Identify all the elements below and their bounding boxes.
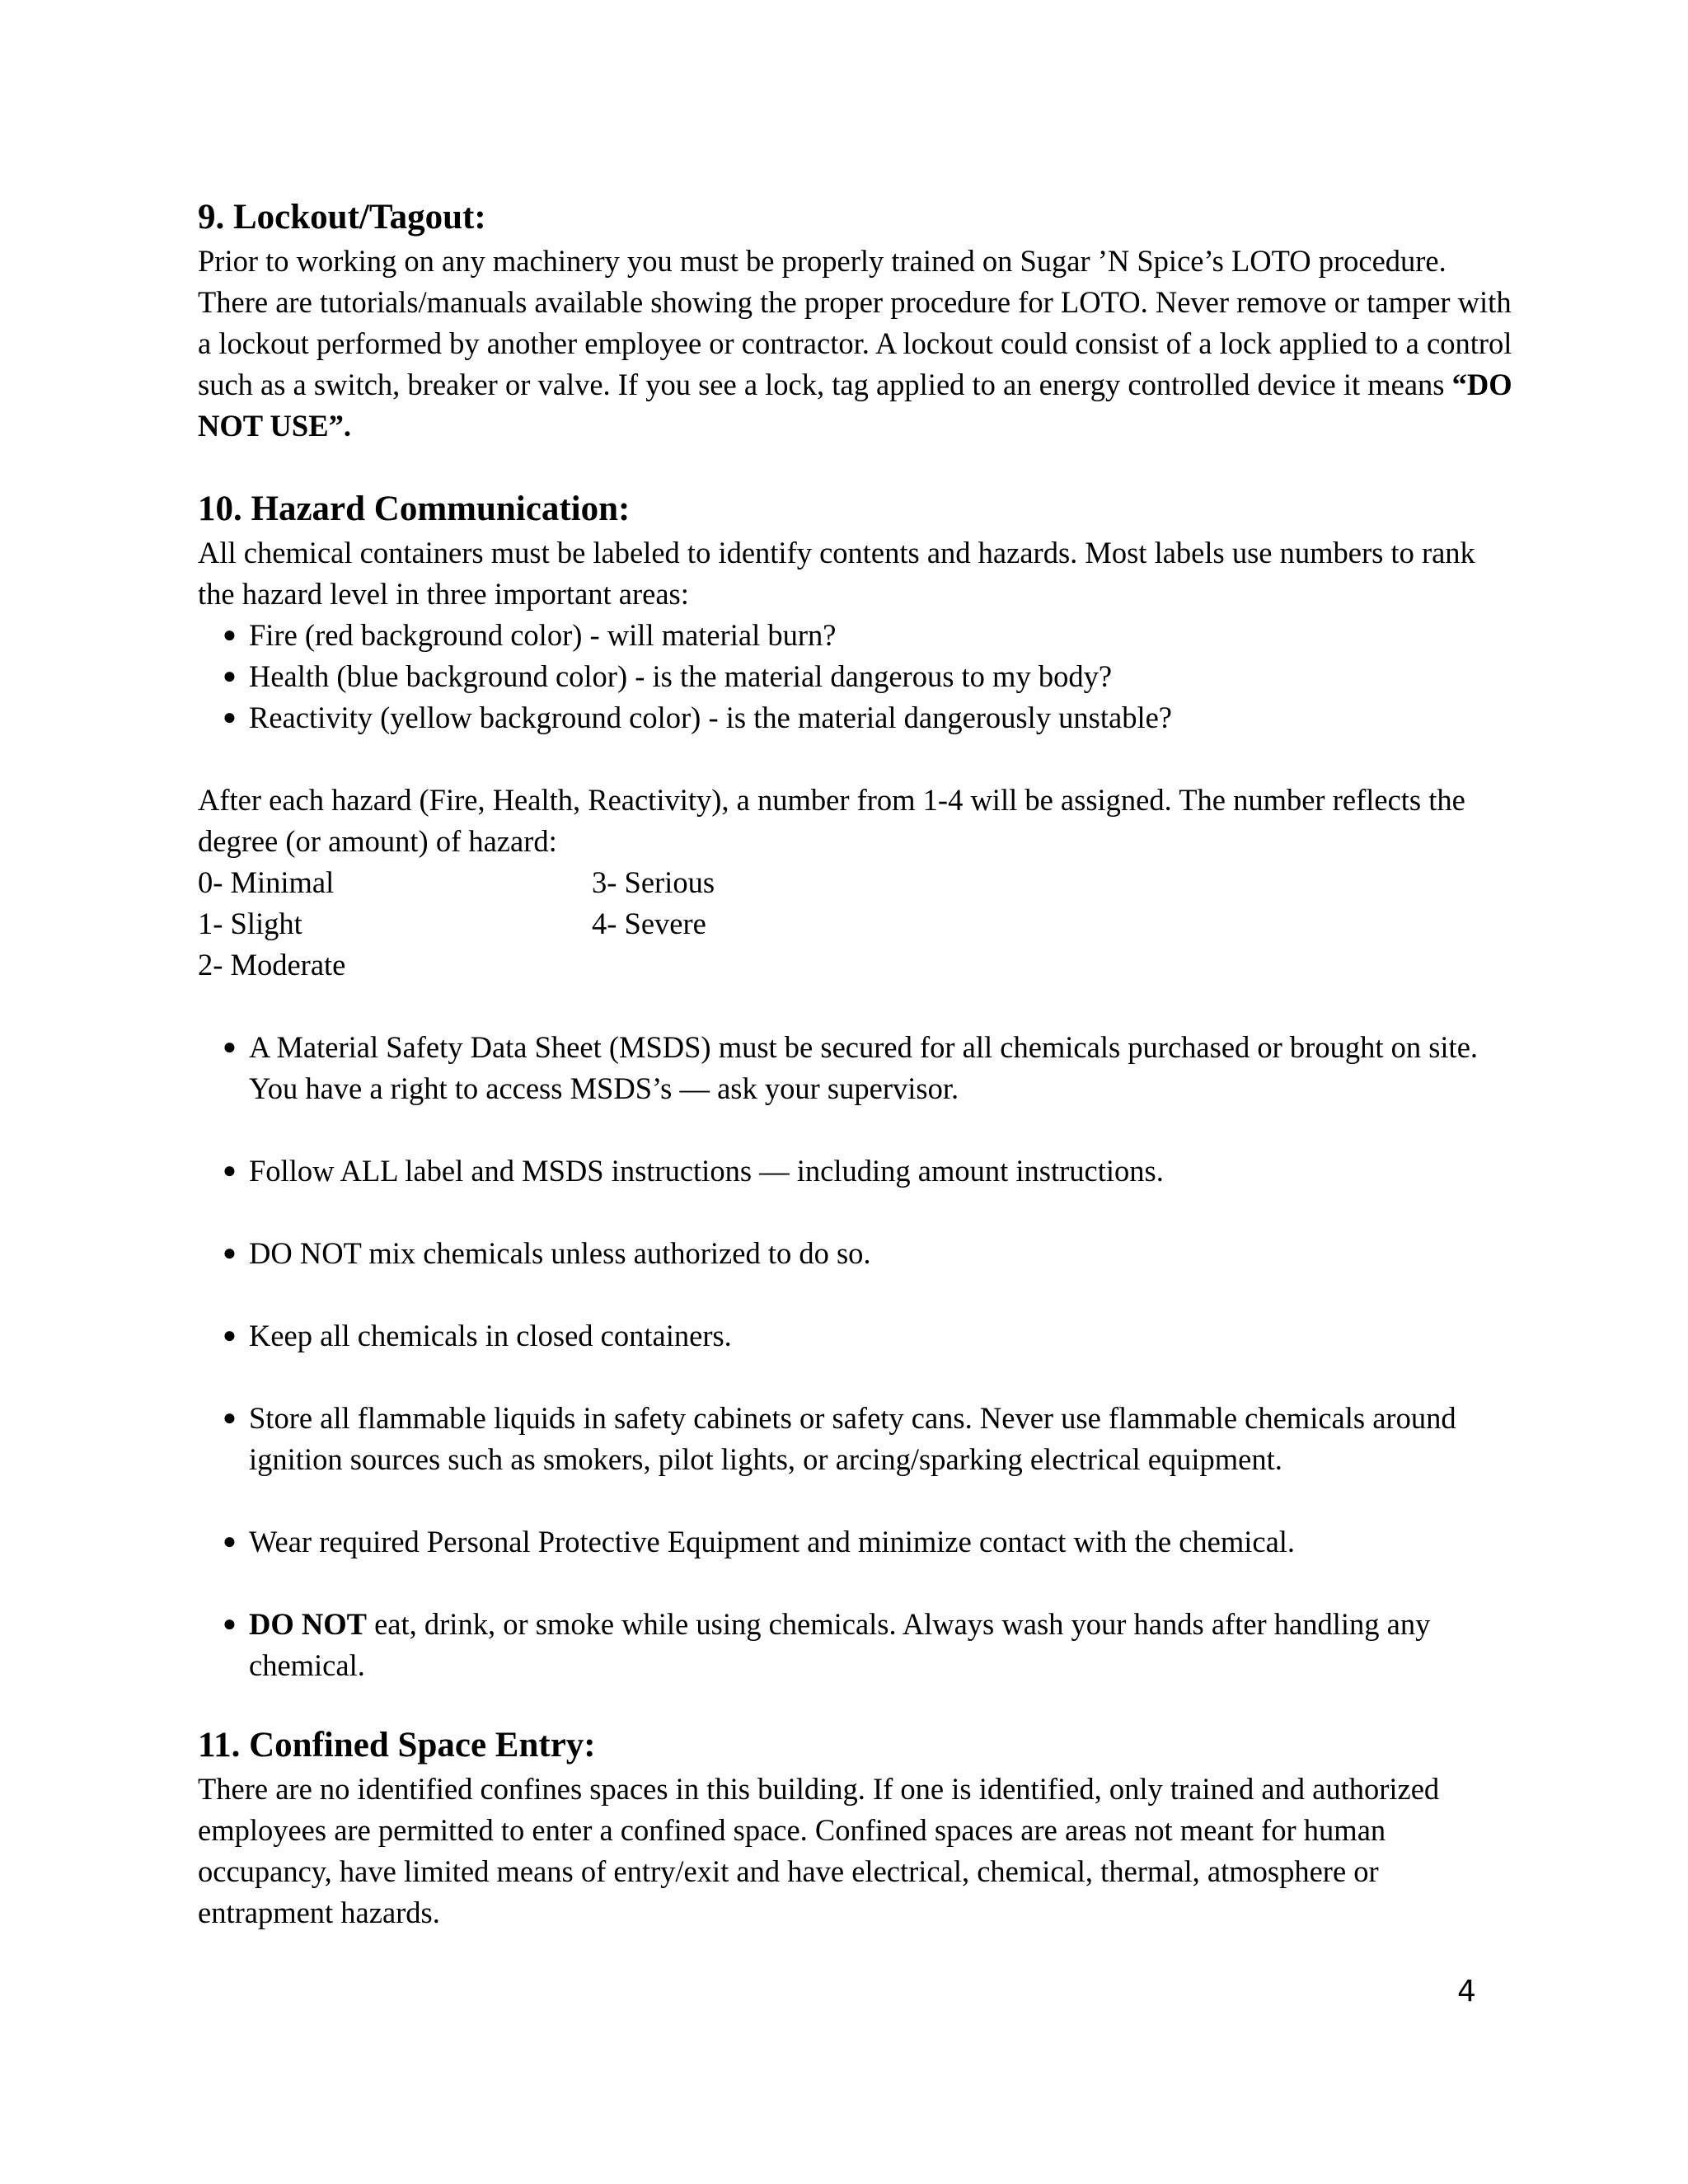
confined-space-paragraph: There are no identified confines spaces in this building. If one is identified, only trained and authorized employees are permitted to enter a confined space. Confined spaces are areas not meant for human occupancy, have limited means of entry/exit and have electrical, chemical, thermal, atmosphere or entrapment hazards. bbox=[198, 1772, 1440, 1929]
hazard-communication-heading: 10. Hazard Communication: bbox=[198, 490, 631, 528]
chemical-rules-list bbox=[198, 1027, 1517, 1686]
lockout-tagout-paragraph bbox=[198, 241, 1517, 447]
hazard-area-fire: Fire (red background color) - will material burn? bbox=[249, 618, 837, 652]
list-item bbox=[198, 1233, 1517, 1274]
spacer bbox=[198, 1686, 1517, 1722]
hazard-area-reactivity: Reactivity (yellow background color) - is the material dangerously unstable? bbox=[249, 701, 1172, 734]
list-item bbox=[198, 615, 1517, 656]
list-item bbox=[198, 1521, 1517, 1563]
rule-ppe: Wear required Personal Protective Equipment and minimize contact with the chemical. bbox=[249, 1525, 1296, 1558]
document-page bbox=[198, 194, 1517, 1933]
scale-severe: 4- Severe bbox=[592, 907, 706, 940]
spacer bbox=[198, 986, 1517, 1027]
spacer bbox=[198, 738, 1517, 780]
do-not-use-emphasis: “DO NOT USE”. bbox=[198, 368, 1512, 443]
hazard-scale-intro: After each hazard (Fire, Health, Reactivity), a number from 1-4 will be assigned. The number reflects the degree (or amount) of hazard: bbox=[198, 783, 1465, 858]
bullet-icon: ● bbox=[223, 1240, 237, 1266]
lockout-tagout-text: Prior to working on any machinery you must be properly trained on Sugar ’N Spice’s LOTO procedure. There are tutorials/manuals available showing the proper procedure for LOTO. Never remove or tamper with a lockout performed by another employee or contractor. A lockout could consist of a lock applied to a control such as a switch, breaker or valve. If you see a lock, tag applied to an energy controlled device it means bbox=[198, 244, 1512, 401]
bullet-icon: ● bbox=[223, 705, 237, 730]
bullet-icon: ● bbox=[223, 1158, 237, 1183]
scale-serious: 3- Serious bbox=[592, 865, 715, 899]
rule-closed-containers: Keep all chemicals in closed containers. bbox=[249, 1319, 732, 1352]
do-not-emphasis: DO NOT bbox=[249, 1607, 367, 1641]
spacer bbox=[198, 447, 1517, 486]
hazard-area-health: Health (blue background color) - is the material dangerous to my body? bbox=[249, 659, 1113, 693]
hazard-communication-intro: All chemical containers must be labeled to identify contents and hazards. Most labels use numbers to rank the hazard level in three important areas: bbox=[198, 536, 1475, 611]
bullet-icon: ● bbox=[223, 622, 237, 648]
rule-no-eating: eat, drink, or smoke while using chemicals. Always wash your hands after handling any chemical. bbox=[249, 1607, 1431, 1682]
list-item bbox=[198, 1604, 1517, 1686]
bullet-icon: ● bbox=[223, 1529, 237, 1554]
rule-no-mixing: DO NOT mix chemicals unless authorized to do so. bbox=[249, 1236, 871, 1270]
scale-moderate: 2- Moderate bbox=[198, 948, 346, 982]
hazard-areas-list bbox=[198, 615, 1517, 738]
rule-follow-labels: Follow ALL label and MSDS instructions — including amount instructions. bbox=[249, 1154, 1164, 1188]
rule-flammables: Store all flammable liquids in safety cabinets or safety cans. Never use flammable chemicals around ignition sources such as smokers, pilot lights, or arcing/sparking electrical equipment. bbox=[249, 1401, 1456, 1476]
rule-msds: A Material Safety Data Sheet (MSDS) must be secured for all chemicals purchased or brought on site. You have a right to access MSDS’s — ask your supervisor. bbox=[249, 1030, 1479, 1105]
scale-slight: 1- Slight bbox=[198, 907, 302, 940]
lockout-tagout-heading: 9. Lockout/Tagout: bbox=[198, 198, 486, 237]
page-number: 4 bbox=[1457, 1975, 1476, 2008]
list-item bbox=[198, 1151, 1517, 1192]
bullet-icon: ● bbox=[223, 1323, 237, 1348]
list-item bbox=[198, 1315, 1517, 1357]
bullet-icon: ● bbox=[223, 1611, 237, 1637]
bullet-icon: ● bbox=[223, 663, 237, 689]
scale-minimal: 0- Minimal bbox=[198, 865, 335, 899]
list-item bbox=[198, 1027, 1517, 1109]
list-item bbox=[198, 656, 1517, 697]
hazard-scale-table bbox=[198, 862, 1517, 986]
bullet-icon: ● bbox=[223, 1405, 237, 1431]
confined-space-heading: 11. Confined Space Entry: bbox=[198, 1726, 596, 1765]
bullet-icon: ● bbox=[223, 1034, 237, 1060]
list-item bbox=[198, 697, 1517, 738]
list-item bbox=[198, 1398, 1517, 1480]
